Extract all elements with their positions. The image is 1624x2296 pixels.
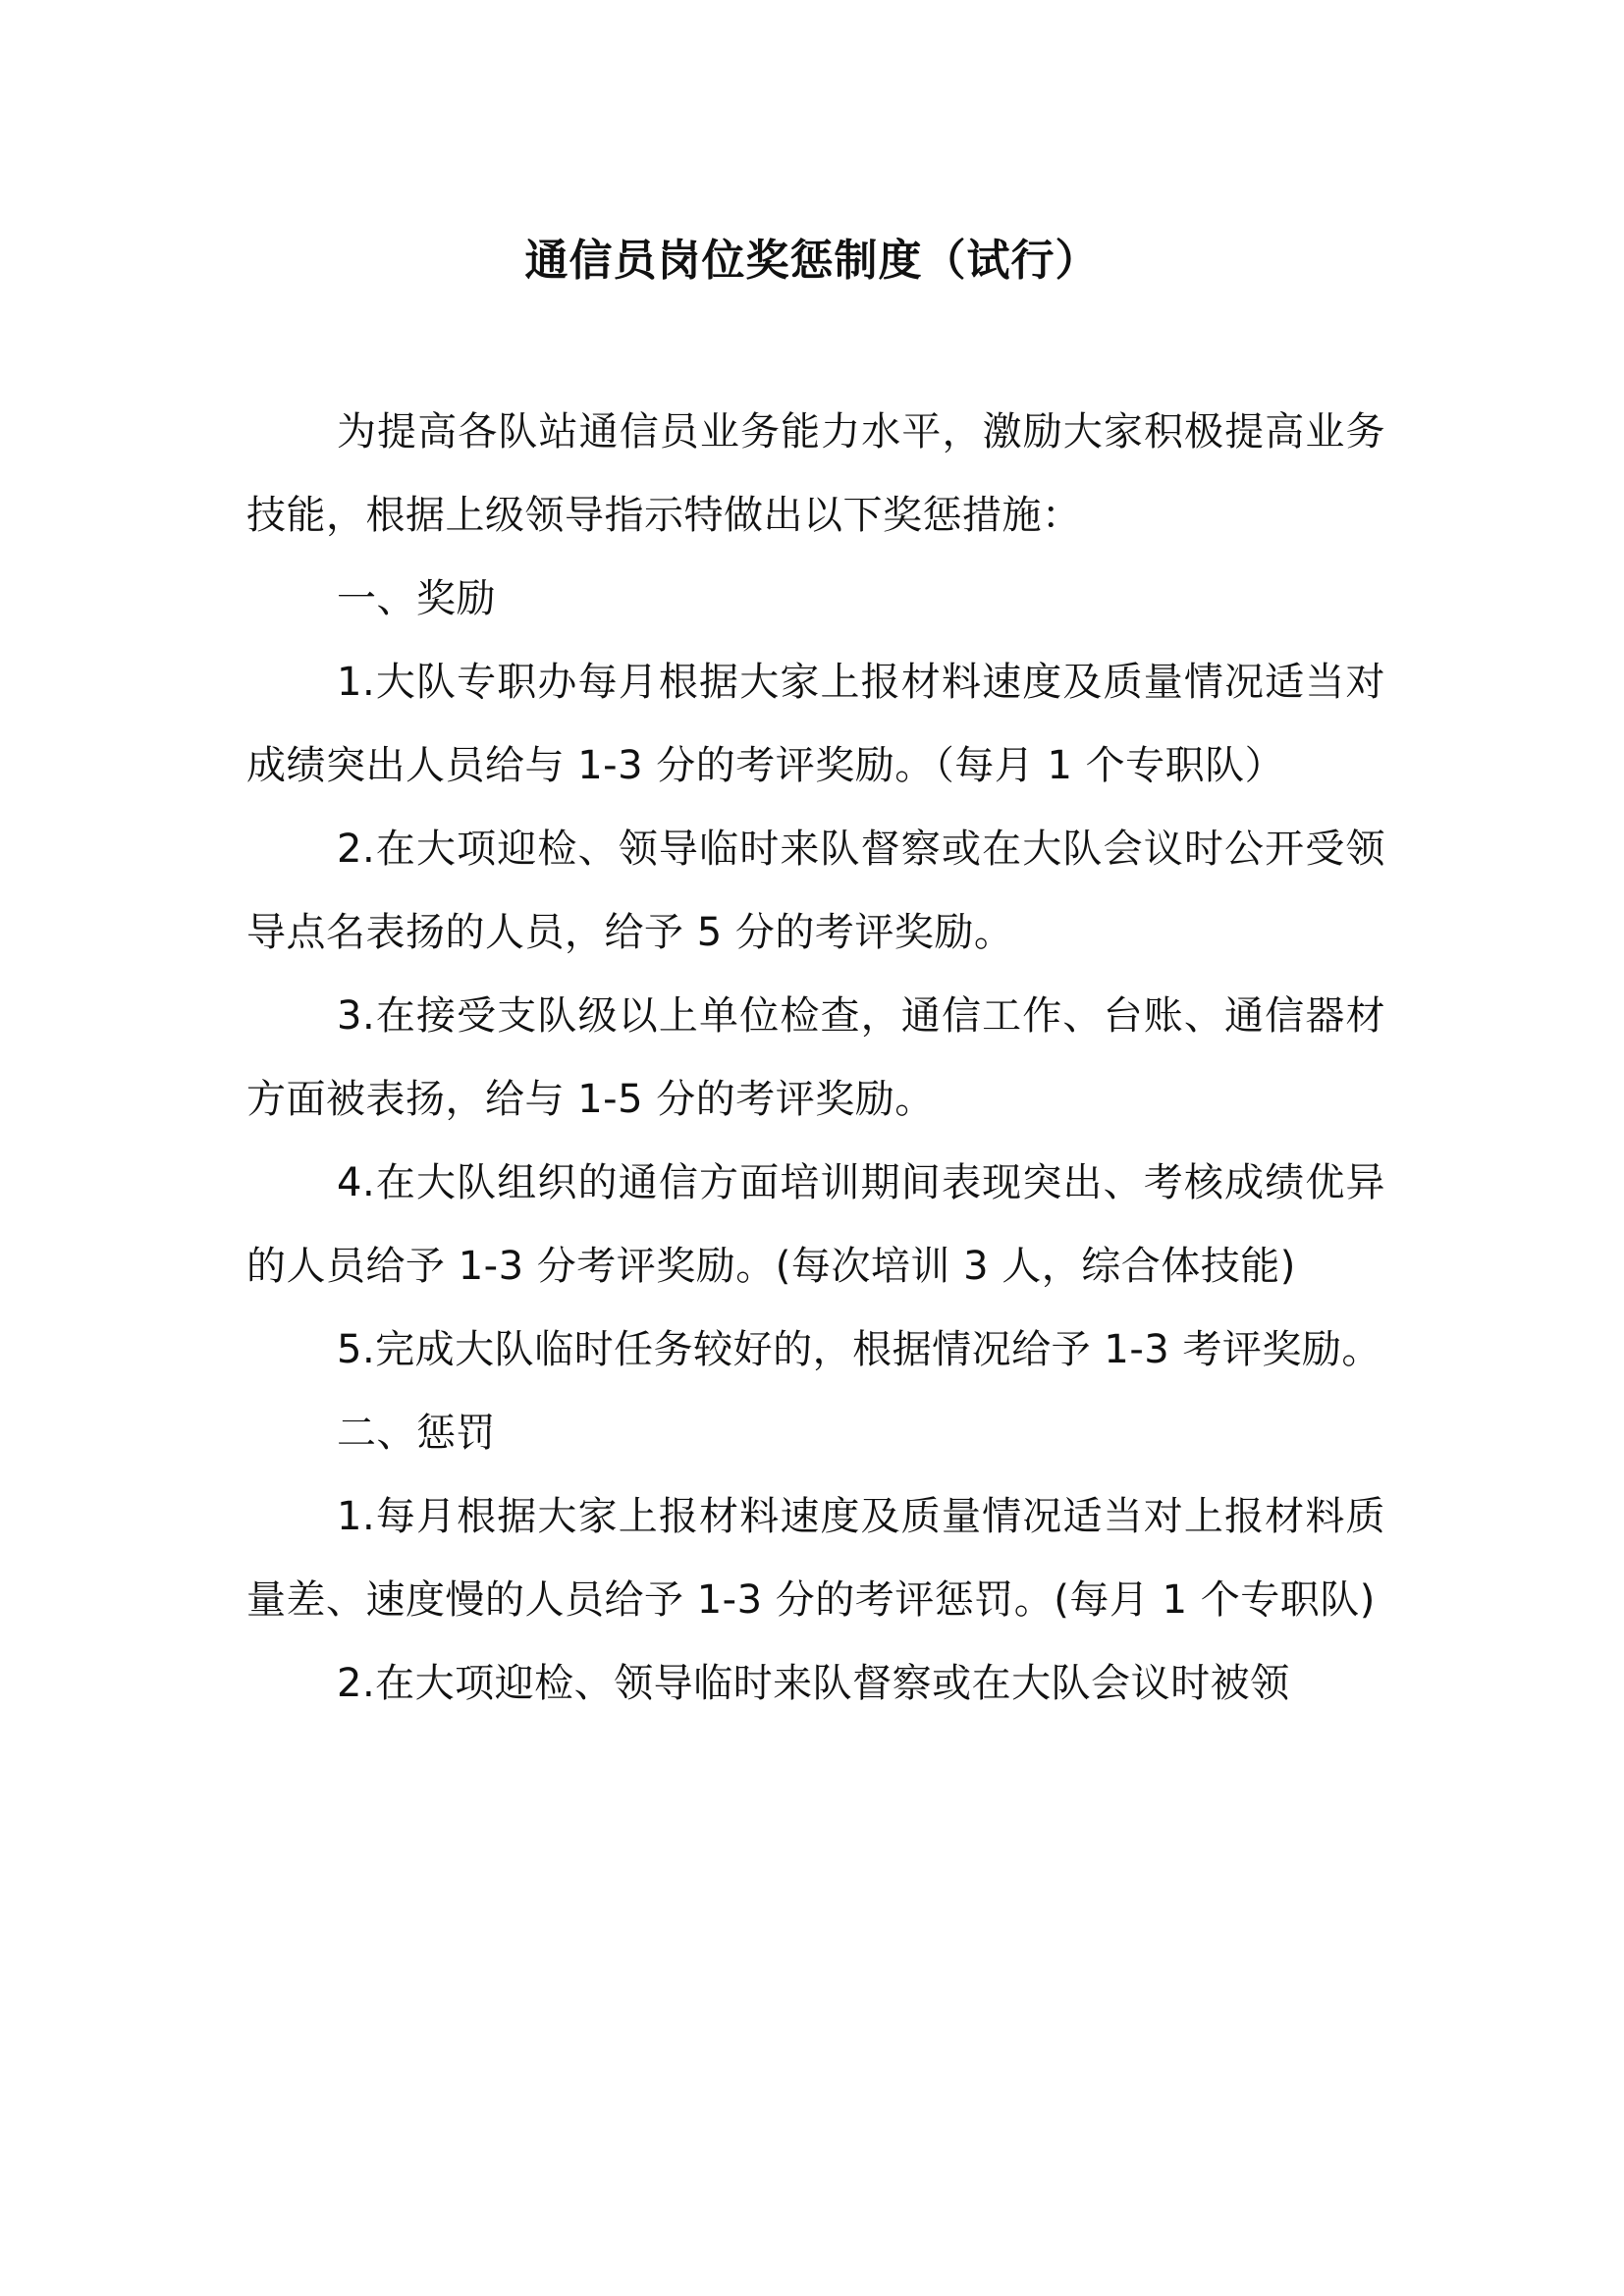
section-heading-penalties: 二、惩罚 bbox=[337, 1411, 496, 1456]
reward-item-5: 5.完成大队临时任务较好的，根据情况给予 1-3 考评奖励。 bbox=[337, 1327, 1381, 1372]
document-body bbox=[246, 391, 1385, 1726]
section-heading-rewards: 一、奖励 bbox=[337, 576, 496, 621]
document-title: 通信员岗位奖惩制度（试行） bbox=[524, 236, 1100, 286]
reward-item-4: 4.在大队组织的通信方面培训期间表现突出、考核成绩优异的人员给予 1-3 分考评奖励。(每次培训 3 人，综合体技能) bbox=[246, 1160, 1385, 1289]
penalty-item-2: 2.在大项迎检、领导临时来队督察或在大队会议时被领 bbox=[337, 1661, 1290, 1706]
penalty-item-1: 1.每月根据大家上报材料速度及质量情况适当对上报材料质量差、速度慢的人员给予 1-3 分的考评惩罚。(每月 1 个专职队) bbox=[246, 1494, 1385, 1623]
intro-paragraph: 为提高各队站通信员业务能力水平，激励大家积极提高业务技能，根据上级领导指示特做出以下奖惩措施： bbox=[246, 409, 1385, 538]
reward-item-1: 1.大队专职办每月根据大家上报材料速度及质量情况适当对成绩突出人员给与 1-3 分的考评奖励。（每月 1 个专职队） bbox=[246, 660, 1385, 788]
reward-item-2: 2.在大项迎检、领导临时来队督察或在大队会议时公开受领导点名表扬的人员，给予 5 分的考评奖励。 bbox=[246, 827, 1385, 955]
reward-item-3: 3.在接受支队级以上单位检查，通信工作、台账、通信器材方面被表扬，给与 1-5 分的考评奖励。 bbox=[246, 993, 1385, 1122]
